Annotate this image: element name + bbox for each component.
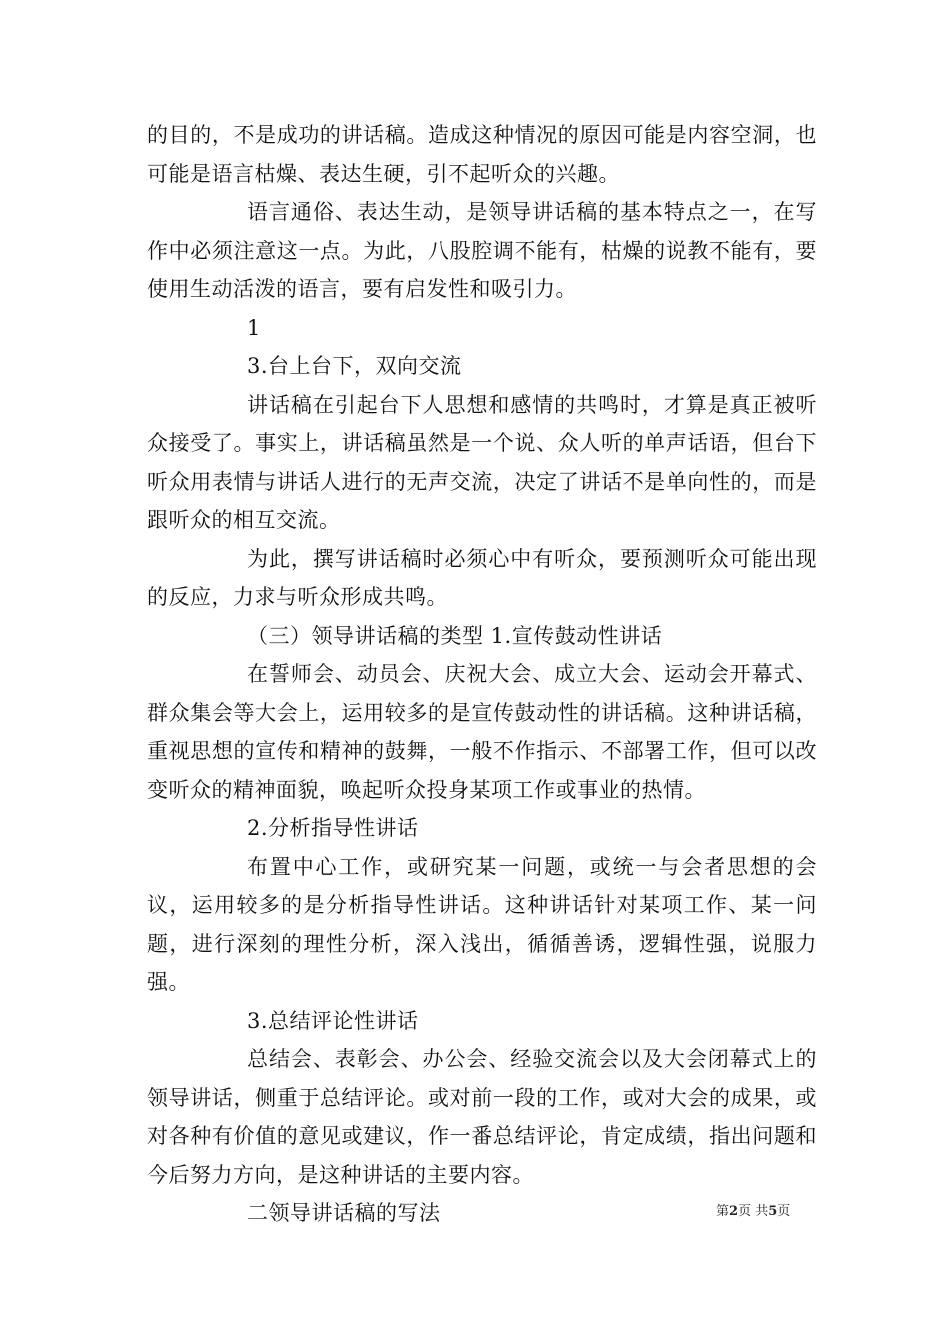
- paragraph: 语言通俗、表达生动，是领导讲话稿的基本特点之一，在写作中必须注意这一点。为此，八股腔调不能有，枯燥的说教不能有，要使用生动活泼的语言，要有启发性和吸引力。: [147, 200, 817, 301]
- section-heading: 3.总结评论性讲话: [247, 1008, 419, 1033]
- footer-suffix: 页: [777, 1204, 791, 1219]
- section-heading: （三）领导讲话稿的类型 1.宣传鼓动性讲话: [247, 623, 663, 648]
- paragraph: 的目的，不是成功的讲话稿。造成这种情况的原因可能是内容空洞，也可能是语言枯燥、表达生硬，引不起听众的兴趣。: [147, 123, 817, 186]
- footer-prefix: 第: [716, 1204, 730, 1219]
- section-heading: 3.台上台下，双向交流: [247, 354, 462, 378]
- document-body: [147, 116, 817, 1233]
- page-number-footer: [716, 1203, 790, 1221]
- paragraph: 在誓师会、动员会、庆祝大会、成立大会、运动会开幕式、群众集会等大会上，运用较多的是宣传鼓动性的讲话稿。这种讲话稿，重视思想的宣传和精神的鼓舞，一般不作指示、不部署工作，但可以改变听众的精神面貌，唤起听众投身某项工作或事业的热情。: [147, 662, 817, 802]
- paragraph: 讲话稿在引起台下人思想和感情的共鸣时，才算是真正被听众接受了。事实上，讲话稿虽然是一个说、众人听的单声话语，但台下听众用表情与讲话人进行的无声交流，决定了讲话不是单向性的，而是跟听众的相互交流。: [147, 392, 817, 532]
- paragraph: 布置中心工作，或研究某一问题，或统一与会者思想的会议，运用较多的是分析指导性讲话。这种讲话针对某项工作、某一问题，进行深刻的理性分析，深入浅出，循循善诱，逻辑性强，说服力强。: [147, 854, 817, 994]
- paragraph: 总结会、表彰会、办公会、经验交流会以及大会闭幕式上的领导讲话，侧重于总结评论。或对前一段的工作，或对大会的成果，或对各种有价值的意见或建议，作一番总结评论，肯定成绩，指出问题和今后努力方向，是这种讲话的主要内容。: [147, 1047, 817, 1187]
- section-heading: 二领导讲话稿的写法: [247, 1201, 441, 1225]
- section-heading: 2.分析指导性讲话: [247, 816, 419, 840]
- paragraph: 为此，撰写讲话稿时必须心中有听众，要预测听众可能出现的反应，力求与听众形成共鸣。: [147, 546, 817, 609]
- page-marker: 1: [247, 315, 261, 340]
- footer-middle: 页 共: [738, 1204, 769, 1219]
- current-page-number: 2: [729, 1204, 739, 1219]
- total-pages-number: 5: [768, 1204, 778, 1219]
